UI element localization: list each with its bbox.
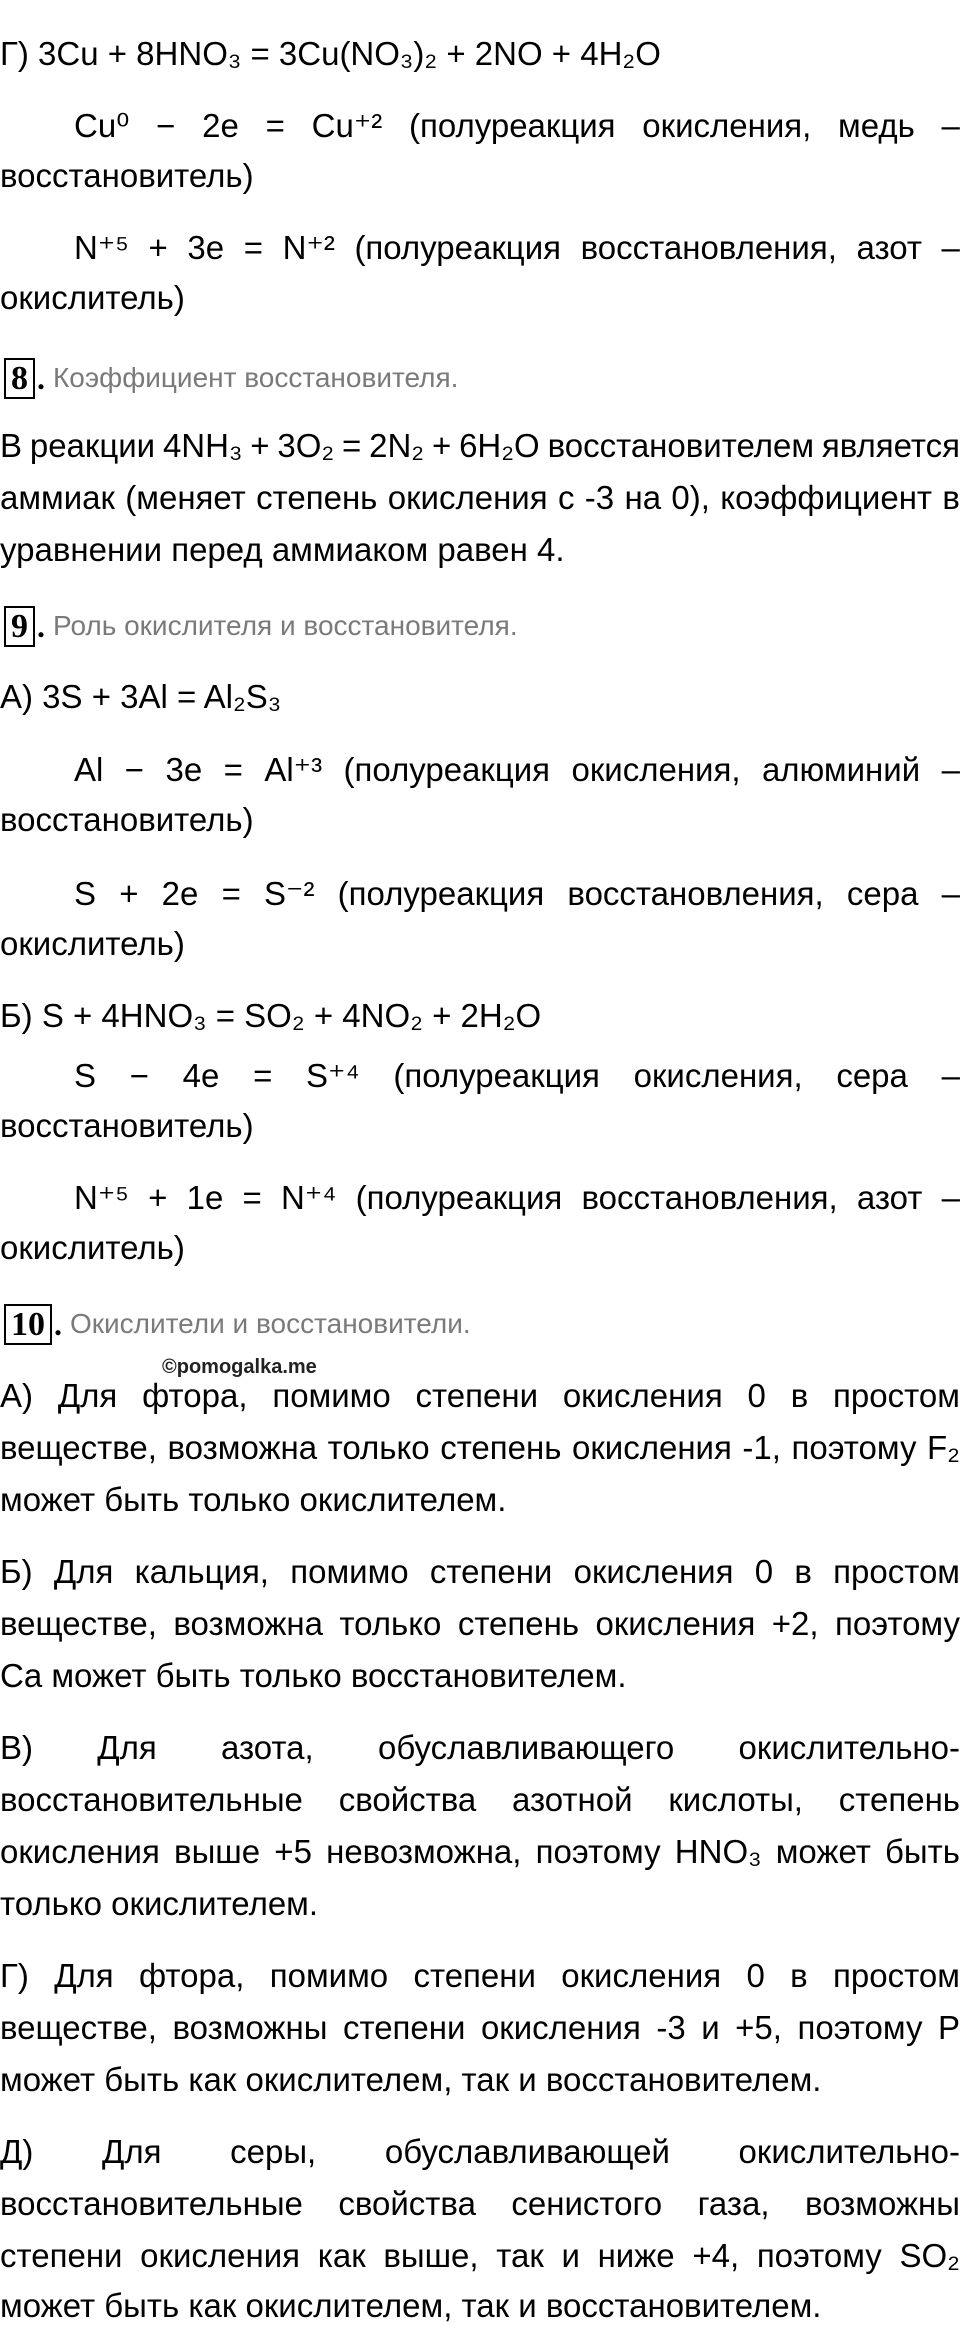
word: (полуреакция xyxy=(337,875,545,912)
word: в xyxy=(790,1957,808,1994)
paragraph-line xyxy=(0,1376,960,1416)
word: на xyxy=(624,479,662,516)
word: Al xyxy=(74,751,104,788)
word: 0 xyxy=(747,1377,766,1414)
word: 0 xyxy=(754,1553,774,1590)
word: восстановительные xyxy=(0,1781,303,1818)
paragraph-line xyxy=(0,2132,960,2172)
word: 3e xyxy=(165,751,203,788)
word: восстановителем xyxy=(547,427,815,464)
word: 3O₂ xyxy=(277,427,335,464)
word: может xyxy=(775,1833,871,1870)
half-reaction-line-cont: восстановитель) xyxy=(0,157,254,194)
word: N⁺² xyxy=(282,229,335,266)
word: = xyxy=(243,229,263,266)
word: Для xyxy=(54,1957,114,1994)
word: – xyxy=(941,1179,960,1216)
word: 2N₂ xyxy=(369,427,425,464)
word: HNO₃ xyxy=(674,1833,762,1870)
word: В) xyxy=(0,1729,33,1766)
word: степени xyxy=(0,2237,123,2274)
word: только xyxy=(327,1429,430,1466)
watermark: ©pomogalka.me xyxy=(162,1356,317,1378)
word: 3e xyxy=(187,229,225,266)
word: помимо xyxy=(269,1957,389,1994)
word: окисления, xyxy=(633,1057,803,1094)
word: восстановления, xyxy=(567,875,824,912)
word: газа, xyxy=(697,2185,770,2222)
word: А) xyxy=(0,1377,33,1414)
word: сенистого xyxy=(511,2185,663,2222)
task-title: Коэффициент восстановителя. xyxy=(53,362,459,393)
word: восстановления, xyxy=(580,229,837,266)
word: окисления, xyxy=(642,107,812,144)
word: азотной xyxy=(512,1781,633,1818)
word: степень xyxy=(256,479,378,516)
word: в xyxy=(794,1553,812,1590)
equation-a: А) 3S + 3Al = Al₂S₃ xyxy=(0,678,282,715)
word: как xyxy=(317,2237,366,2274)
word: возможны xyxy=(805,2185,960,2222)
word: Д) xyxy=(0,2133,34,2170)
paragraph-line xyxy=(0,478,960,518)
word: − xyxy=(129,1057,149,1094)
word: окисления xyxy=(0,1833,160,1870)
word: и xyxy=(701,2009,720,2046)
word: +4, xyxy=(692,2237,740,2274)
word: N⁺⁵ xyxy=(74,1179,129,1216)
word: поэтому xyxy=(835,1605,960,1642)
paragraph-line: Ca может быть только восстановителем. xyxy=(0,1657,627,1694)
paragraph-line: может быть как окислителем, так и восстановителем. xyxy=(0,2287,822,2324)
half-reaction-line-cont: окислитель) xyxy=(0,279,185,316)
word: окислительно- xyxy=(738,1729,960,1766)
word: окислительно- xyxy=(738,2133,960,2170)
paragraph-line xyxy=(0,1832,960,1872)
word: (полуреакция xyxy=(343,751,551,788)
word: поэтому xyxy=(797,2009,923,2046)
word: веществе, xyxy=(0,2009,157,2046)
word: сера xyxy=(846,875,919,912)
task-10-header xyxy=(4,1302,471,1346)
word: – xyxy=(941,229,960,266)
word: Cu⁰ xyxy=(74,107,130,144)
word: кальция, xyxy=(134,1553,269,1590)
word: = xyxy=(242,1179,262,1216)
word: -3 xyxy=(656,2009,686,2046)
word: восстановительные xyxy=(0,2185,303,2222)
word: обуславливающего xyxy=(377,1729,675,1766)
word: окисления xyxy=(595,1605,756,1642)
word: быть xyxy=(885,1833,960,1870)
word: окисления xyxy=(571,1429,732,1466)
task-number: 9 xyxy=(4,606,35,647)
half-reaction-line-cont: окислитель) xyxy=(0,925,185,962)
half-reaction-line-cont: окислитель) xyxy=(0,1229,185,1266)
word: азота, xyxy=(221,1729,314,1766)
word: окисления xyxy=(140,2237,301,2274)
word: + xyxy=(148,229,168,266)
word: 2e xyxy=(202,107,239,144)
paragraph-line: уравнении перед аммиаком равен 4. xyxy=(0,531,565,568)
equation-g-prev: Г) 3Cu + 8HNO₃ = 3Cu(NO₃)₂ + 2NO + 4H₂O xyxy=(0,35,661,72)
word: S⁺⁴ xyxy=(306,1057,360,1094)
word: + xyxy=(431,427,452,464)
word: невозможна, xyxy=(326,1833,522,1870)
word: восстановления, xyxy=(581,1179,838,1216)
half-reaction-line-cont: восстановитель) xyxy=(0,801,254,838)
task-number-dot: . xyxy=(37,359,45,396)
half-reaction-line-cont: восстановитель) xyxy=(0,1107,254,1144)
word: окисления xyxy=(562,1377,723,1414)
word: степени xyxy=(429,1553,553,1590)
word: Г) xyxy=(0,1957,29,1994)
word: − xyxy=(156,107,176,144)
word: сера xyxy=(836,1057,908,1094)
task-8-header xyxy=(4,356,458,400)
word: S⁻² xyxy=(264,875,315,912)
word: = xyxy=(223,751,243,788)
word: поэтому xyxy=(791,1429,917,1466)
word: простом xyxy=(833,1957,960,1994)
word: поэтому xyxy=(535,1833,661,1870)
word: 0), xyxy=(671,479,710,516)
word: -3 xyxy=(584,479,615,516)
paragraph-line xyxy=(0,1728,960,1768)
word: 2e xyxy=(161,875,199,912)
word: Cu⁺² xyxy=(311,107,383,144)
word: кислоты, xyxy=(668,1781,803,1818)
word: окисления xyxy=(561,1957,722,1994)
word: Для xyxy=(57,1377,118,1414)
word: и xyxy=(561,2237,580,2274)
word: Для xyxy=(97,1729,157,1766)
word: степень xyxy=(440,1429,562,1466)
word: – xyxy=(941,1057,960,1094)
word: = xyxy=(265,107,285,144)
word: 0 xyxy=(746,1957,765,1994)
word: с xyxy=(557,479,575,516)
word: только xyxy=(339,1605,442,1642)
half-reaction-line xyxy=(74,1056,960,1096)
task-number-dot: . xyxy=(54,1305,62,1342)
word: N⁺⁵ xyxy=(74,229,129,266)
word: (полуреакция xyxy=(408,107,616,144)
word: возможна xyxy=(173,1605,323,1642)
word: F₂ xyxy=(927,1429,960,1466)
word: N⁺⁴ xyxy=(281,1179,337,1216)
paragraph-line xyxy=(0,1956,960,1996)
word: S xyxy=(74,875,97,912)
word: алюминий xyxy=(761,751,921,788)
word: серы, xyxy=(230,2133,317,2170)
task-title: Окислители и восстановители. xyxy=(70,1308,471,1339)
word: -1, xyxy=(742,1429,781,1466)
paragraph-line xyxy=(0,1552,960,1592)
word: = xyxy=(342,427,362,464)
word: азот xyxy=(856,1179,923,1216)
task-number: 10 xyxy=(4,1304,52,1345)
word: окисления xyxy=(480,2009,641,2046)
task-number: 8 xyxy=(4,358,35,399)
word: веществе, xyxy=(0,1429,157,1466)
half-reaction-line xyxy=(74,1178,960,1218)
word: ниже xyxy=(597,2237,675,2274)
word: (полуреакция xyxy=(355,1179,563,1216)
word: фтора, xyxy=(139,1957,245,1994)
word: фтора, xyxy=(142,1377,248,1414)
word: поэтому xyxy=(756,2237,882,2274)
word: свойства xyxy=(338,1781,477,1818)
paragraph-line: только окислителем. xyxy=(0,1885,319,1922)
paragraph-line: может быть только окислителем. xyxy=(0,1481,507,1518)
paragraph-line: может быть как окислителем, так и восстановителем. xyxy=(0,2061,822,2098)
word: в xyxy=(790,1377,809,1414)
word: – xyxy=(941,875,960,912)
paragraph-line xyxy=(0,426,960,466)
word: простом xyxy=(833,1553,960,1590)
word: степени xyxy=(413,1957,536,1994)
word: окисления, xyxy=(571,751,741,788)
paragraph-line xyxy=(0,1428,960,1468)
word: степень xyxy=(838,1781,960,1818)
word: + xyxy=(119,875,139,912)
word: в xyxy=(942,479,960,516)
word: окисления xyxy=(387,479,548,516)
word: В xyxy=(0,427,23,464)
paragraph-line xyxy=(0,2236,960,2276)
word: возможны xyxy=(172,2009,328,2046)
half-reaction-line xyxy=(74,874,960,914)
word: + xyxy=(250,427,270,464)
task-number-dot: . xyxy=(37,607,45,644)
word: = xyxy=(253,1057,273,1094)
word: свойства xyxy=(338,2185,476,2222)
word: выше xyxy=(174,1833,261,1870)
word: – xyxy=(941,107,960,144)
word: − xyxy=(124,751,145,788)
word: SO₂ xyxy=(899,2237,960,2274)
word: (полуреакция xyxy=(354,229,562,266)
task-9-header xyxy=(4,604,518,648)
word: Для xyxy=(101,2133,162,2170)
word: S xyxy=(74,1057,97,1094)
word: коэффициент xyxy=(720,479,933,516)
word: +2, xyxy=(771,1605,819,1642)
word: медь xyxy=(838,107,915,144)
paragraph-line xyxy=(0,1604,960,1644)
half-reaction-line xyxy=(74,228,960,268)
half-reaction-line xyxy=(74,106,960,146)
word: – xyxy=(941,751,960,788)
word: окисления xyxy=(573,1553,734,1590)
word: 4NH₃ xyxy=(162,427,243,464)
word: аммиак xyxy=(0,479,115,516)
word: 4e xyxy=(182,1057,220,1094)
word: помимо xyxy=(290,1553,409,1590)
word: выше, xyxy=(383,2237,479,2274)
word: является xyxy=(821,427,960,464)
word: P xyxy=(937,2009,960,2046)
word: Б) xyxy=(0,1553,33,1590)
word: = xyxy=(221,875,241,912)
word: + xyxy=(148,1179,168,1216)
word: реакции xyxy=(29,427,156,464)
word: (меняет xyxy=(125,479,246,516)
word: азот xyxy=(856,229,922,266)
word: так xyxy=(496,2237,544,2274)
paragraph-line xyxy=(0,2184,960,2224)
word: (полуреакция xyxy=(393,1057,600,1094)
half-reaction-line xyxy=(74,750,960,790)
word: простом xyxy=(833,1377,960,1414)
word: 6H₂O xyxy=(459,427,540,464)
word: помимо xyxy=(272,1377,391,1414)
word: +5, xyxy=(735,2009,782,2046)
word: 1e xyxy=(186,1179,224,1216)
word: веществе, xyxy=(0,1605,157,1642)
word: Для xyxy=(53,1553,114,1590)
word: +5 xyxy=(274,1833,312,1870)
task-title: Роль окислителя и восстановителя. xyxy=(53,610,518,641)
equation-b: Б) S + 4HNO₃ = SO₂ + 4NO₂ + 2H₂O xyxy=(0,997,542,1034)
word: обуславливающей xyxy=(384,2133,670,2170)
paragraph-line xyxy=(0,2008,960,2048)
paragraph-line xyxy=(0,1780,960,1820)
word: степень xyxy=(457,1605,580,1642)
word: степени xyxy=(342,2009,466,2046)
word: возможна xyxy=(167,1429,318,1466)
word: Al⁺³ xyxy=(264,751,323,788)
word: степени xyxy=(415,1377,539,1414)
